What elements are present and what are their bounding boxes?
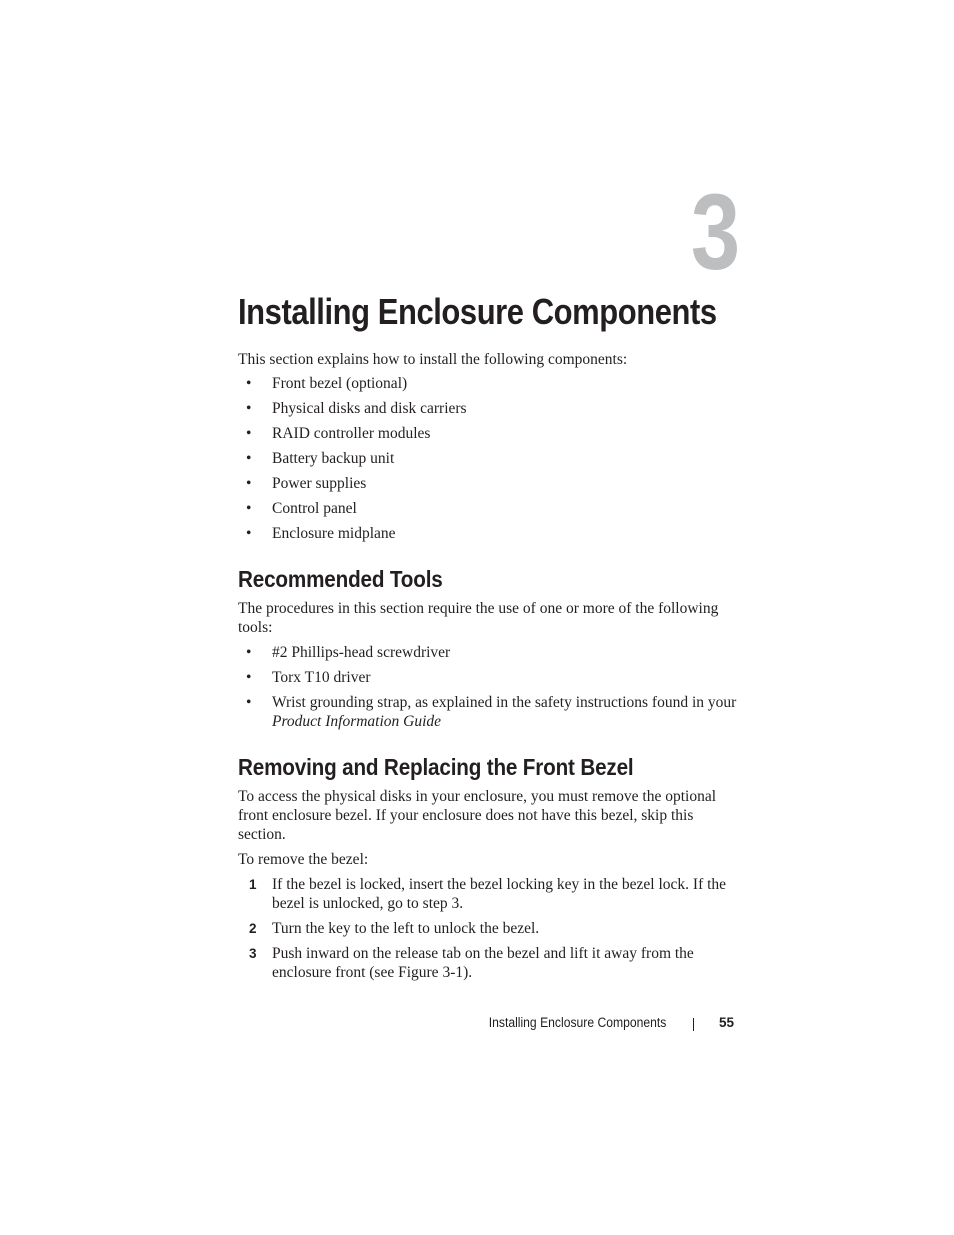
- bezel-remove-intro: To remove the bezel:: [238, 851, 369, 868]
- list-item: • #2 Phillips-head screwdriver: [246, 644, 451, 661]
- step-number: 3: [249, 946, 257, 961]
- bullet: •: [246, 525, 252, 542]
- section-heading-tools: Recommended Tools: [238, 566, 443, 592]
- list-item: • Power supplies: [246, 475, 367, 492]
- chapter-title: Installing Enclosure Components: [238, 291, 717, 332]
- bullet: •: [246, 400, 252, 417]
- step-number: 1: [249, 877, 257, 892]
- components-list: [238, 374, 738, 543]
- list-item: • Physical disks and disk carriers: [246, 400, 467, 417]
- tools-paragraph: The procedures in this section require the use of one or more of the following tools:: [238, 600, 719, 636]
- list-item: • Battery backup unit: [246, 450, 395, 467]
- bullet: •: [246, 450, 252, 467]
- bullet: •: [246, 375, 252, 392]
- tools-list: [238, 643, 738, 731]
- list-item: • Front bezel (optional): [246, 375, 408, 392]
- list-item: • Torx T10 driver: [246, 669, 371, 686]
- bezel-steps-list: [238, 875, 738, 982]
- list-item: • RAID controller modules: [246, 425, 431, 442]
- list-item: • Wrist grounding strap, as explained in the safety instructions found in your Product Information Guide: [246, 694, 737, 730]
- bullet: •: [246, 644, 252, 661]
- intro-paragraph: This section explains how to install the following components:: [238, 351, 628, 368]
- bullet: •: [246, 694, 252, 711]
- footer-divider: [693, 1018, 694, 1031]
- section-heading-bezel: Removing and Replacing the Front Bezel: [238, 754, 634, 780]
- guide-reference: Product Information Guide: [272, 713, 442, 730]
- step-item: 2 Turn the key to the left to unlock the bezel.: [249, 920, 540, 937]
- step-item: 3 Push inward on the release tab on the bezel and lift it away from the enclosure front (see Figure 3-1).: [249, 945, 694, 981]
- bullet: •: [246, 475, 252, 492]
- chapter-number: 3: [690, 171, 740, 292]
- list-item: • Control panel: [246, 500, 357, 517]
- bullet: •: [246, 500, 252, 517]
- step-item: 1 If the bezel is locked, insert the bezel locking key in the bezel lock. If the bezel is unlocked, go to step 3.: [249, 876, 727, 912]
- page-content: [238, 288, 738, 988]
- bullet: •: [246, 669, 252, 686]
- page-number: 55: [718, 1015, 734, 1030]
- bullet: •: [246, 425, 252, 442]
- page-footer: [0, 1015, 954, 1035]
- footer-title: Installing Enclosure Components: [488, 1015, 666, 1030]
- step-number: 2: [249, 921, 257, 936]
- list-item: • Enclosure midplane: [246, 525, 396, 542]
- bezel-paragraph: To access the physical disks in your enclosure, you must remove the optional front enclosure bezel. If your enclosure does not have this bezel, skip this section.: [238, 788, 717, 843]
